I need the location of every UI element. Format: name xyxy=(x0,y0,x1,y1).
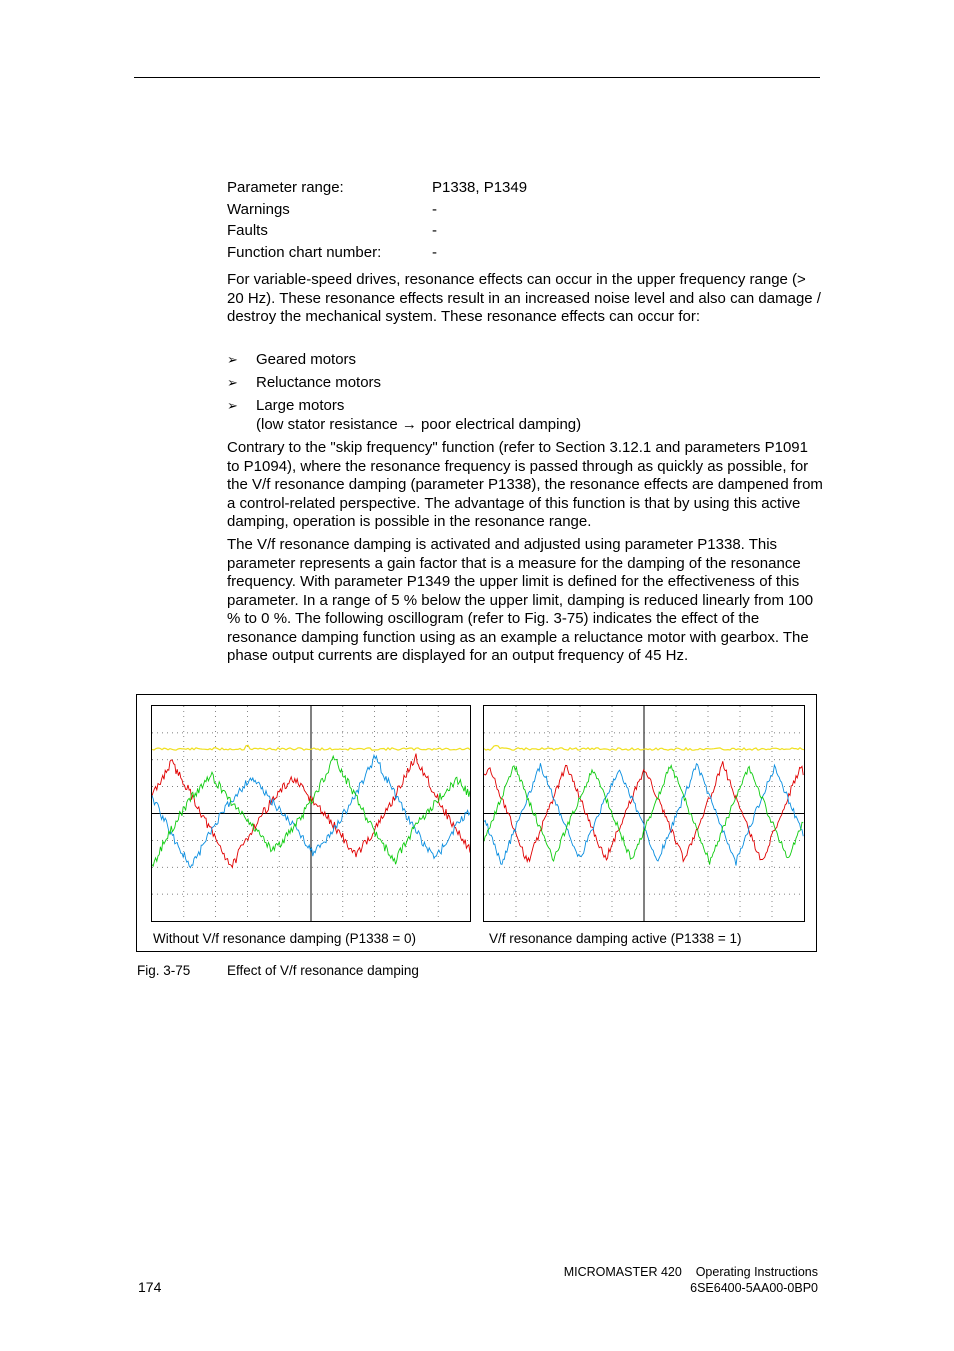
parameter-row xyxy=(227,221,527,243)
footer-order-number: 6SE6400-5AA00-0BP0 xyxy=(690,1281,818,1295)
list-item xyxy=(227,396,581,434)
list-item-text: Geared motors xyxy=(256,351,357,368)
bullet-list xyxy=(227,350,581,438)
parameter-value: P1338, P1349 xyxy=(432,179,528,196)
page-number: 174 xyxy=(138,1279,162,1295)
skip-frequency-paragraph: Contrary to the "skip frequency" function (refer to Section 3.12.1 and parameters P1091 to P1094), where the resonance frequency is passed through as quickly as possible, for the V/f resonance damping (parameter P1338), the resonance effects are dampened from a control-related perspective. The advantage of this function is that by using this active damping, operation is possible in the resonance range. xyxy=(227,439,823,530)
oscillogram-with-damping xyxy=(484,706,804,921)
arrow-bullet-icon: ➢ xyxy=(227,375,238,390)
parameter-table xyxy=(227,178,527,264)
parameter-label: Parameter range: xyxy=(227,179,344,196)
arrow-bullet-icon: ➢ xyxy=(227,352,238,367)
header-rule xyxy=(134,77,820,78)
parameter-row xyxy=(227,200,527,222)
list-item-text: Reluctance motors xyxy=(256,374,382,391)
figure-title: Effect of V/f resonance damping xyxy=(227,963,419,978)
list-item-text: Large motors xyxy=(256,397,345,414)
parameter-row xyxy=(227,243,527,265)
list-item xyxy=(227,350,581,369)
parameter-value: - xyxy=(432,200,437,218)
list-item-subtext: (low stator resistance → poor electrical damping) xyxy=(256,416,582,433)
figure-caption xyxy=(137,963,419,978)
oscillogram-without-damping xyxy=(152,706,470,921)
oscillogram-figure xyxy=(136,694,817,952)
caption-without-damping: Without V/f resonance damping (P1338 = 0) xyxy=(153,931,417,946)
arrow-bullet-icon: ➢ xyxy=(227,398,238,413)
footer-product: MICROMASTER 420 Operating Instructions xyxy=(563,1265,818,1279)
footer-info xyxy=(564,1264,818,1296)
parameter-label: Faults xyxy=(227,222,268,239)
intro-paragraph: For variable-speed drives, resonance effects can occur in the upper frequency range (> 20 Hz). These resonance effects result in an increased noise level and also can damage / destroy the mechanical system. These resonance effects can occur for: xyxy=(227,271,821,325)
list-item xyxy=(227,373,581,392)
parameter-value: - xyxy=(432,243,437,261)
scope-without-damping xyxy=(151,705,471,922)
parameter-row xyxy=(227,178,527,200)
parameter-label: Warnings xyxy=(227,200,290,218)
scope-with-damping xyxy=(483,705,805,922)
damping-paragraph: The V/f resonance damping is activated and adjusted using parameter P1338. This parameter represents a gain factor that is a measure for the damping of the resonance frequency. With parameter P1349 the upper limit is defined for the effectiveness of this parameter. In a range of 5 % below the upper limit, damping is reduced linearly from 100 % to 0 %. The following oscillogram (refer to Fig. 3-75) indicates the effect of the resonance damping function using as an example a reluctance motor with gearbox. The phase output currents are displayed for an output frequency of 45 Hz. xyxy=(227,536,814,664)
figure-number: Fig. 3-75 xyxy=(137,963,191,978)
parameter-label: Function chart number: xyxy=(227,243,382,261)
caption-with-damping: V/f resonance damping active (P1338 = 1) xyxy=(489,931,742,946)
parameter-value: - xyxy=(432,222,437,239)
